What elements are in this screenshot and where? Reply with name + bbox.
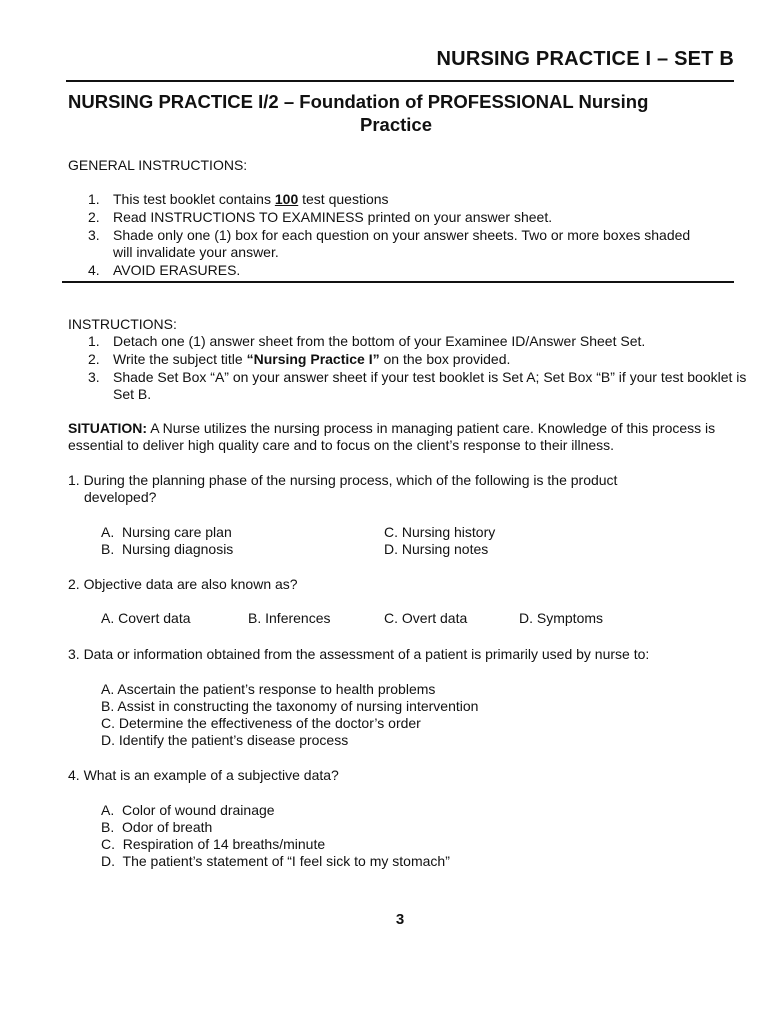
- list-item: [68, 227, 708, 261]
- question-1-stem: [68, 472, 728, 506]
- question-text: 4. What is an example of a subjective data?: [68, 767, 339, 783]
- general-instructions-label: GENERAL INSTRUCTIONS:: [68, 157, 248, 173]
- option-letter: B.: [101, 698, 115, 714]
- document-title-line2: Practice: [360, 114, 432, 135]
- header-title: NURSING PRACTICE I – SET B: [436, 48, 734, 70]
- question-text: developed?: [84, 489, 157, 505]
- option-a: [101, 524, 232, 541]
- option-a: [101, 610, 191, 627]
- option-letter: B.: [248, 610, 262, 626]
- list-item: [68, 262, 708, 279]
- option-text: Assist in constructing the taxonomy of nursing intervention: [117, 698, 479, 714]
- section-divider: [62, 281, 734, 283]
- option-letter: C.: [384, 610, 398, 626]
- option-letter: D.: [101, 732, 115, 748]
- item-number: 3.: [88, 369, 100, 385]
- option-text: Nursing history: [401, 524, 496, 540]
- item-text: Write the subject title: [113, 351, 247, 367]
- option-letter: D.: [519, 610, 533, 626]
- item-number: 1.: [88, 191, 100, 207]
- document-title: [68, 90, 708, 136]
- option-c: [101, 715, 421, 732]
- list-item: [68, 209, 708, 226]
- document-title-line1: NURSING PRACTICE I/2 – Foundation of PROFESSIONAL Nursing: [68, 91, 649, 112]
- option-letter: A.: [101, 802, 115, 818]
- item-number: 2.: [88, 351, 100, 367]
- item-number: 4.: [88, 262, 100, 278]
- item-number: 3.: [88, 227, 100, 243]
- option-letter: C.: [101, 715, 115, 731]
- item-text: Shade only one (1) box for each question on your answer sheets. Two or more boxes shaded will invalidate your answer.: [113, 227, 691, 260]
- subject-title: “Nursing Practice I”: [246, 351, 380, 367]
- item-number: 1.: [88, 333, 100, 349]
- option-text: Identify the patient’s disease process: [118, 732, 349, 748]
- instructions-list: [68, 333, 748, 404]
- question-2-stem: [68, 576, 728, 593]
- option-text: Nursing diagnosis: [122, 541, 234, 557]
- question-3-stem: [68, 646, 748, 663]
- option-text: Respiration of 14 breaths/minute: [122, 836, 326, 852]
- option-b: [101, 698, 478, 715]
- list-item: [68, 369, 748, 403]
- option-d: [384, 541, 488, 558]
- item-text: Shade Set Box “A” on your answer sheet if your test booklet is Set A; Set Box “B” if your test booklet is Set B.: [113, 369, 747, 402]
- option-c: [101, 836, 325, 853]
- item-text: Detach one (1) answer sheet from the bottom of your Examinee ID/Answer Sheet Set.: [113, 333, 646, 349]
- option-letter: B.: [101, 541, 115, 557]
- question-count: 100: [274, 191, 299, 207]
- option-text: The patient’s statement of “I feel sick to my stomach”: [122, 853, 450, 869]
- option-b: [248, 610, 331, 627]
- option-text: Odor of breath: [122, 819, 213, 835]
- option-d: [519, 610, 603, 627]
- situation-text: A Nurse utilizes the nursing process in managing patient care. Knowledge of this process is essential to deliver high quality care and to focus on the client’s response to their illness.: [68, 420, 716, 453]
- list-item: [68, 191, 708, 208]
- option-text: Nursing notes: [401, 541, 489, 557]
- option-text: Symptoms: [536, 610, 604, 626]
- option-letter: C.: [384, 524, 398, 540]
- option-text: Nursing care plan: [122, 524, 232, 540]
- general-instructions-list: [68, 191, 708, 280]
- page-number: 3: [395, 911, 405, 928]
- option-text: Ascertain the patient’s response to health problems: [117, 681, 436, 697]
- item-text: test questions: [298, 191, 389, 207]
- question-4-stem: [68, 767, 728, 784]
- option-d: [101, 853, 450, 870]
- option-text: Color of wound drainage: [122, 802, 275, 818]
- item-number: 2.: [88, 209, 100, 225]
- option-letter: C.: [101, 836, 115, 852]
- list-item: [68, 351, 748, 368]
- item-text: Read INSTRUCTIONS TO EXAMINESS printed on your answer sheet.: [113, 209, 553, 225]
- item-text: AVOID ERASURES.: [113, 262, 241, 278]
- option-letter: A.: [101, 681, 115, 697]
- option-letter: D.: [101, 853, 115, 869]
- option-letter: B.: [101, 819, 115, 835]
- question-text: 2. Objective data are also known as?: [68, 576, 298, 592]
- option-letter: A.: [101, 610, 115, 626]
- option-b: [101, 541, 233, 558]
- option-c: [384, 610, 467, 627]
- option-a: [101, 681, 435, 698]
- option-text: Inferences: [265, 610, 331, 626]
- option-a: [101, 802, 275, 819]
- situation-paragraph: [68, 420, 748, 454]
- option-d: [101, 732, 348, 749]
- option-text: Covert data: [118, 610, 191, 626]
- option-letter: D.: [384, 541, 398, 557]
- item-text: on the box provided.: [379, 351, 511, 367]
- option-b: [101, 819, 212, 836]
- option-text: Overt data: [401, 610, 468, 626]
- question-text: 3. Data or information obtained from the assessment of a patient is primarily used by nurse to:: [68, 646, 650, 662]
- item-text: This test booklet contains: [113, 191, 275, 207]
- list-item: [68, 333, 748, 350]
- header-divider: [66, 80, 734, 82]
- option-c: [384, 524, 495, 541]
- option-text: Determine the effectiveness of the doctor’s order: [118, 715, 421, 731]
- instructions-label: INSTRUCTIONS:: [68, 316, 177, 332]
- situation-label: SITUATION:: [68, 420, 148, 436]
- option-letter: A.: [101, 524, 115, 540]
- question-text: 1. During the planning phase of the nursing process, which of the following is the product: [68, 472, 618, 488]
